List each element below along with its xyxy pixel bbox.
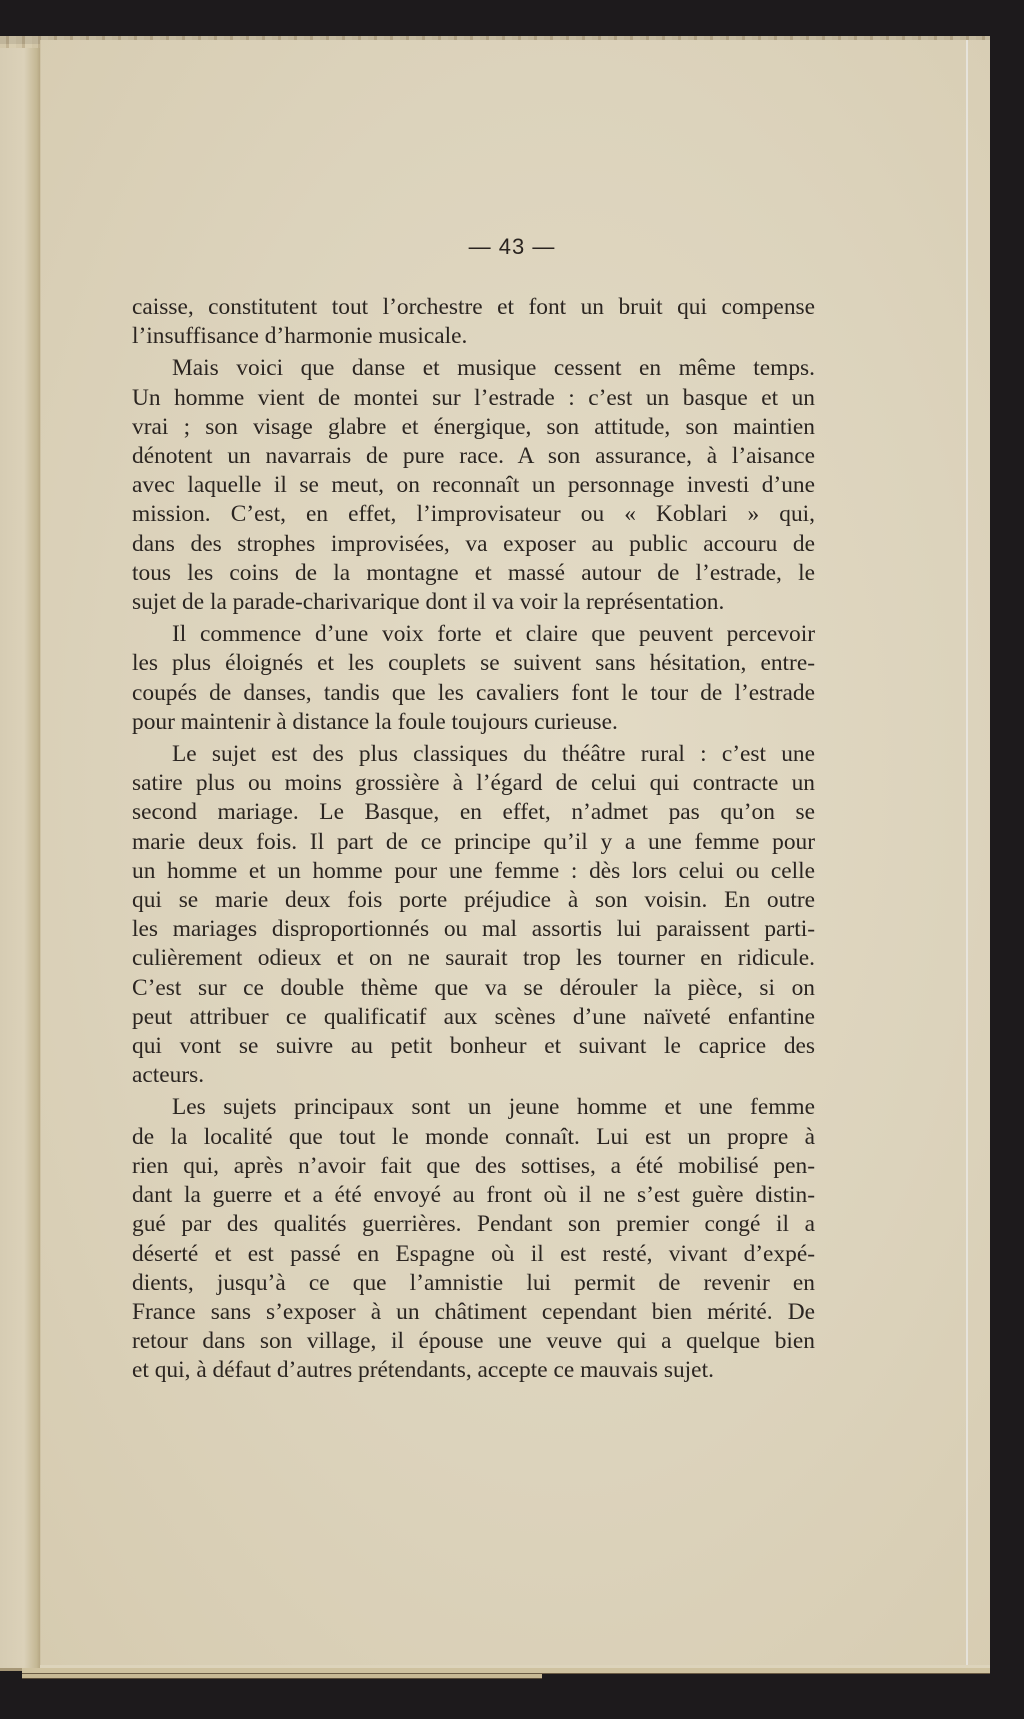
- text-line: l’insuffisance d’harmonie musicale.: [132, 323, 468, 350]
- page-number: — 43 —: [468, 234, 556, 259]
- page-edge: [22, 1674, 542, 1679]
- text-line: Le sujet est des plus classiques du théâtre rural : c’est une: [172, 741, 815, 768]
- text-line: dant la guerre et a été envoyé au front où il ne s’est guère distin-: [132, 1182, 815, 1209]
- text-line: qui vont se suivre au petit bonheur et suivant le caprice des: [132, 1033, 815, 1060]
- text-line: gué par des qualités guerrières. Pendant son premier congé il a: [132, 1211, 815, 1238]
- text-line: retour dans son village, il épouse une veuve qui a quelque bien: [132, 1328, 815, 1355]
- text-line: Un homme vient de montei sur l’estrade : c’est un basque et un: [132, 384, 815, 411]
- body-text: [132, 293, 815, 1389]
- paragraph: [132, 740, 815, 1090]
- text-line: satire plus ou moins grossière à l’égard de celui qui contracte un: [132, 770, 815, 797]
- text-line: les plus éloignés et les couplets se suivent sans hésitation, entre-: [132, 650, 815, 677]
- page-right-edge: [966, 40, 968, 1665]
- text-line: sujet de la parade-charivarique dont il va voir la représentation.: [132, 589, 725, 616]
- paragraph: [132, 1093, 815, 1385]
- text-line: culièrement odieux et on ne saurait trop les tourner en ridicule.: [132, 945, 815, 972]
- text-line: de la localité que tout le monde connaît. Lui est un propre à: [132, 1123, 815, 1150]
- text-line: C’est sur ce double thème que va se dérouler la pièce, si on: [132, 974, 815, 1001]
- text-line: vrai ; son visage glabre et énergique, son attitude, son maintien: [132, 413, 815, 440]
- text-line: les mariages disproportionnés ou mal assortis lui paraissent parti-: [132, 916, 815, 943]
- binding-gutter: [0, 44, 40, 1668]
- text-line: rien qui, après n’avoir fait que des sottises, a été mobilisé pen-: [132, 1152, 815, 1179]
- text-line: dans des strophes improvisées, va exposer au public accouru de: [132, 530, 815, 557]
- text-line: coupés de danses, tandis que les cavaliers font le tour de l’estrade: [132, 679, 815, 706]
- text-line: qui se marie deux fois porte préjudice à son voisin. En outre: [132, 887, 815, 914]
- paragraph: [132, 293, 815, 351]
- text-line: tous les coins de la montagne et massé autour de l’estrade, le: [132, 559, 815, 586]
- text-line: caisse, constitutent tout l’orchestre et font un bruit qui compense: [132, 294, 815, 320]
- text-line: Mais voici que danse et musique cessent en même temps.: [172, 355, 815, 382]
- text-line: dénotent un navarrais de pure race. A son assurance, à l’aisance: [132, 443, 815, 470]
- text-line: déserté et est passé en Espagne où il est resté, vivant d’expé-: [132, 1240, 815, 1267]
- text-line: et qui, à défaut d’autres prétendants, accepte ce mauvais sujet.: [132, 1357, 714, 1384]
- text-line: peut attribuer ce qualificatif aux scènes d’une naïveté enfantine: [132, 1003, 815, 1030]
- text-line: Les sujets principaux sont un jeune homme et une femme: [172, 1094, 815, 1121]
- text-line: acteurs.: [132, 1062, 205, 1089]
- paragraph: [132, 354, 815, 617]
- text-line: avec laquelle il se meut, on reconnaît un personnage investi d’une: [132, 472, 815, 499]
- paragraph: [132, 620, 815, 737]
- text-line: marie deux fois. Il part de ce principe qu’il y a une femme pour: [132, 828, 815, 855]
- text-line: Il commence d’une voix forte et claire que peuvent percevoir: [172, 621, 815, 648]
- text-line: un homme et un homme pour une femme : dès lors celui ou celle: [132, 857, 815, 884]
- text-line: mission. C’est, en effet, l’improvisateur ou « Koblari » qui,: [132, 501, 815, 528]
- text-line: France sans s’exposer à un châtiment cependant bien mérité. De: [132, 1298, 815, 1325]
- text-line: pour maintenir à distance la foule toujours curieuse.: [132, 708, 618, 735]
- text-line: second mariage. Le Basque, en effet, n’admet pas qu’on se: [132, 799, 815, 826]
- text-line: dients, jusqu’à ce que l’amnistie lui permit de revenir en: [132, 1269, 815, 1296]
